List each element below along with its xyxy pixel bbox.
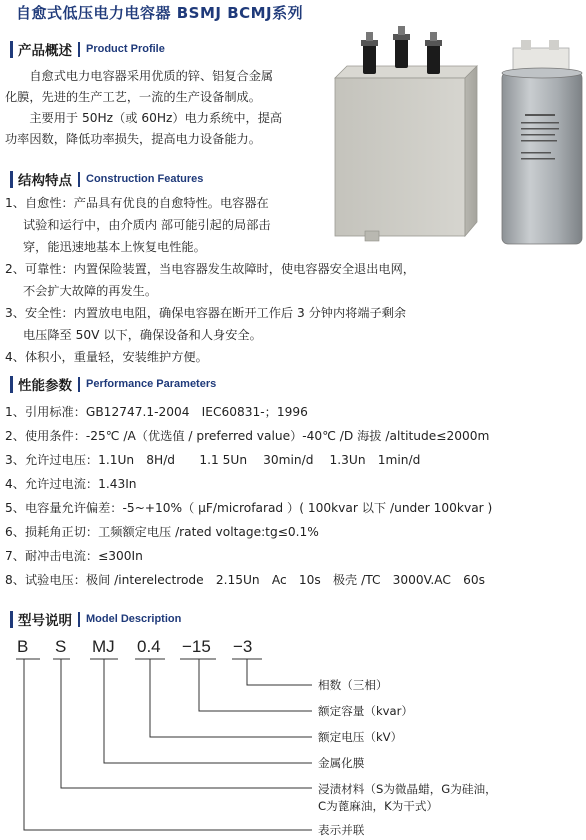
model-code-part: MJ <box>92 637 115 656</box>
param-line: 6、损耗角正切：工频额定电压 /rated voltage:tg≤0.1% <box>5 525 319 539</box>
model-label: C为蓖麻油，K为干式） <box>318 799 439 813</box>
param-line: 4、允许过电流：1.43In <box>5 477 137 491</box>
section-title-en: Construction Features <box>86 173 204 185</box>
model-label: 金属化膜 <box>318 756 365 770</box>
model-code-part: −15 <box>182 637 211 656</box>
param-line: 1、引用标准：GB12747.1-2004 IEC60831-；1996 <box>5 405 308 419</box>
text-line: 2、可靠性：内置保险装置，当电容器发生故障时，使电容器安全退出电网， <box>5 262 415 276</box>
model-label: 相数（三相） <box>318 678 388 692</box>
text-line: 主要用于 50Hz（或 60Hz）电力系统中，提高 <box>5 111 283 125</box>
model-code-part: −3 <box>233 637 253 656</box>
section-title-cn: 产品概述 <box>18 43 72 59</box>
model-code-part: S <box>55 637 67 656</box>
model-label: 额定容量（kvar） <box>318 704 414 718</box>
model-label: 浸渍材料（S为微晶蜡，G为硅油， <box>318 782 497 796</box>
model-label: 表示并联 <box>318 823 365 837</box>
page-title: 自愈式低压电力电容器 BSMJ BCMJ系列 <box>16 4 304 22</box>
text-line: 电压降至 50V 以下，确保设备和人身安全。 <box>23 328 262 342</box>
section-title-en: Product Profile <box>86 43 165 55</box>
text-line: 自愈式电力电容器采用优质的锌、铝复合金属 <box>5 69 274 83</box>
text-line: 4、体积小，重量轻，安装维护方便。 <box>5 350 208 364</box>
text-line: 功率因数，降低功率损失，提高电力设备能力。 <box>5 132 261 146</box>
leader-line <box>61 659 312 788</box>
leader-line <box>150 659 312 737</box>
section-title-cn: 型号说明 <box>18 613 72 629</box>
section-title-en: Model Description <box>86 613 182 625</box>
leader-line <box>247 659 312 685</box>
section-title-cn: 结构特点 <box>18 173 72 189</box>
text-line: 试验和运行中，由介质内 部可能引起的局部击 <box>23 218 271 232</box>
model-label: 额定电压（kV） <box>318 730 403 744</box>
model-code-part: 0.4 <box>137 637 161 656</box>
section-title-cn: 性能参数 <box>18 378 72 394</box>
text-line: 穿，能迅速地基本上恢复电性能。 <box>23 240 206 254</box>
param-line: 7、耐冲击电流：≤300In <box>5 549 143 563</box>
text-line: 不会扩大故障的再发生。 <box>23 284 158 298</box>
param-line: 2、使用条件：-25℃ /A（优选值 / preferred value）-40℃ /D 海拔 /altitude≤2000m <box>5 429 490 443</box>
section-title-en: Performance Parameters <box>86 378 217 390</box>
text-line: 3、安全性：内置放电电阻，确保电容器在断开工作后 3 分钟内将端子剩余 <box>5 306 407 320</box>
param-line: 5、电容量允许偏差：-5~+10%（ μF/microfarad ）( 100kvar 以下 /under 100kvar ) <box>5 501 493 515</box>
text-line: 化膜，先进的生产工艺，一流的生产设备制成。 <box>5 90 261 104</box>
param-line: 3、允许过电压：1.1Un 8H/d 1.1 5Un 30min/d 1.3Un 1min/d <box>5 453 421 467</box>
param-line: 8、试验电压：极间 /interelectrode 2.15Un Ac 10s 极壳 /TC 3000V.AC 60s <box>5 573 485 587</box>
text-line: 1、自愈性：产品具有优良的自愈特性。电容器在 <box>5 196 269 210</box>
model-code-part: B <box>17 637 29 656</box>
